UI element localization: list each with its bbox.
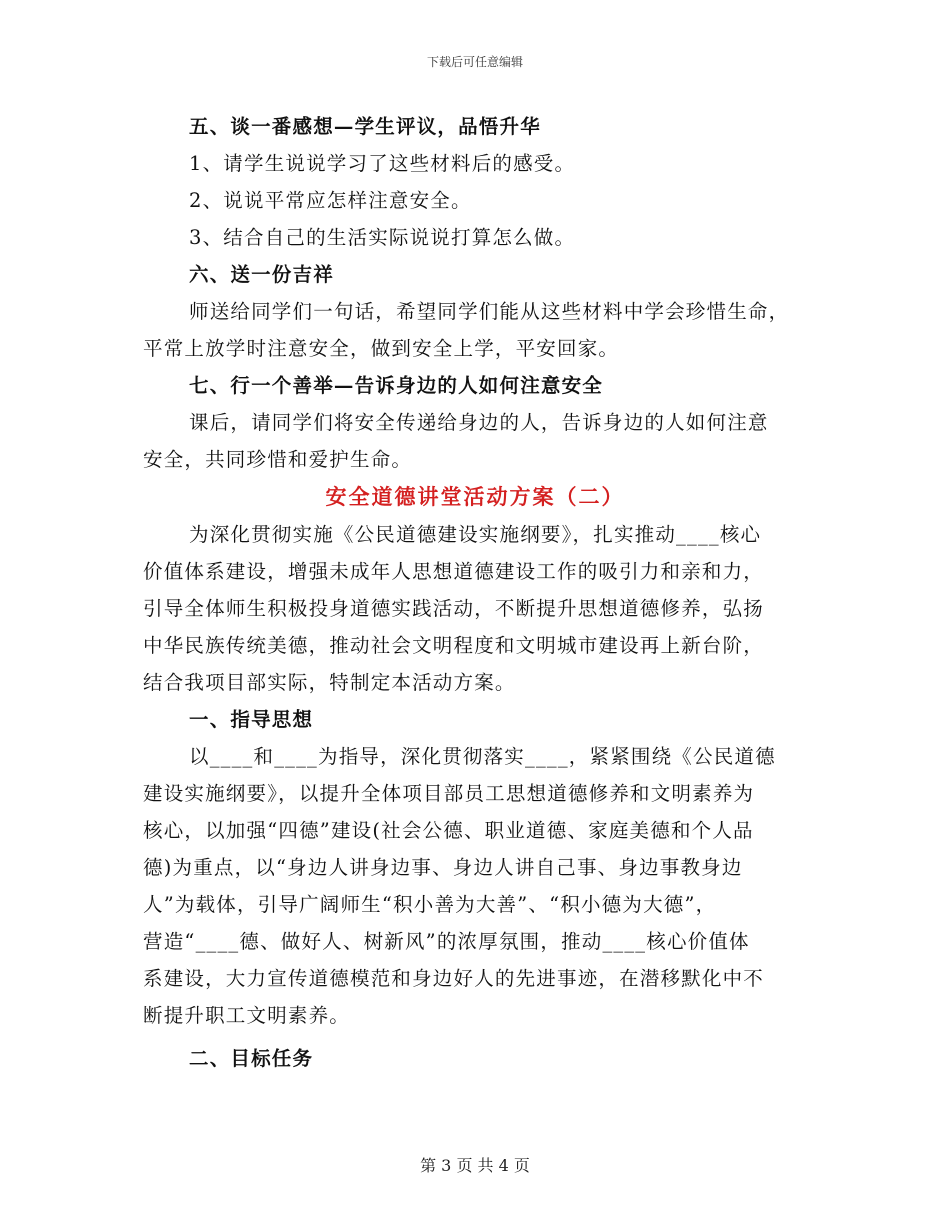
goals-heading: 二、目标任务 [189,1047,314,1070]
section6-line-2: 平常上放学时注意安全，做到安全上学，平安回家。 [143,337,620,360]
guiding-line-1: 以____和____为指导，深化贯彻落实____，紧紧围绕《公民道德 [189,745,776,768]
section5-item-3: 3、结合自己的生活实际说说打算怎么做。 [189,226,576,249]
intro-line-1: 为深化贯彻实施《公民道德建设实施纲要》，扎实推动____核心 [189,523,762,546]
intro-line-5: 结合我项目部实际，特制定本活动方案。 [143,671,516,694]
guiding-line-8: 断提升职工文明素养。 [143,1004,351,1027]
section6-heading: 六、送一份吉祥 [189,263,334,286]
section5-item-1: 1、请学生说说学习了这些材料后的感受。 [189,152,576,175]
guiding-heading: 一、指导思想 [189,708,314,731]
page-header-note: 下载后可任意编辑 [426,55,523,69]
document-body [143,108,807,1077]
part2-title: 安全道德讲堂活动方案（二） [325,484,625,509]
section5-item-2: 2、说说平常应怎样注意安全。 [189,189,472,212]
section7-line-1: 课后，请同学们将安全传递给身边的人，告诉身边的人如何注意 [189,411,769,434]
guiding-line-5: 人”为载体，引导广阔师生“积小善为大善”、“积小德为大德”， [143,893,717,916]
guiding-line-2: 建设实施纲要》，以提升全体项目部员工思想道德修养和文明素养为 [143,782,755,805]
section7-line-2: 安全，共同珍惜和爱护生命。 [143,448,413,471]
intro-line-2: 价值体系建设，增强未成年人思想道德建设工作的吸引力和亲和力， [143,560,765,583]
guiding-line-6: 营造“____德、做好人、树新风”的浓厚氛围，推动____核心价值体 [143,930,750,953]
section7-heading: 七、行一个善举—告诉身边的人如何注意安全 [189,374,604,397]
guiding-line-3: 核心，以加强“四德”建设(社会公德、职业道德、家庭美德和个人品 [143,819,754,842]
page-footer-number: 第 3 页 共 4 页 [420,1156,530,1175]
guiding-line-7: 系建设，大力宣传道德模范和身边好人的先进事迹，在潜移默化中不 [143,967,765,990]
section6-line-1: 师送给同学们一句话，希望同学们能从这些材料中学会珍惜生命， [189,300,790,323]
intro-line-3: 引导全体师生积极投身道德实践活动，不断提升思想道德修养，弘扬 [143,597,765,620]
guiding-line-4: 德)为重点，以“身边人讲身边事、身边人讲自己事、身边事教身边 [143,856,743,879]
intro-line-4: 中华民族传统美德，推动社会文明程度和文明城市建设再上新台阶， [143,634,765,657]
section5-heading: 五、谈一番感想—学生评议，品悟升华 [189,115,541,138]
